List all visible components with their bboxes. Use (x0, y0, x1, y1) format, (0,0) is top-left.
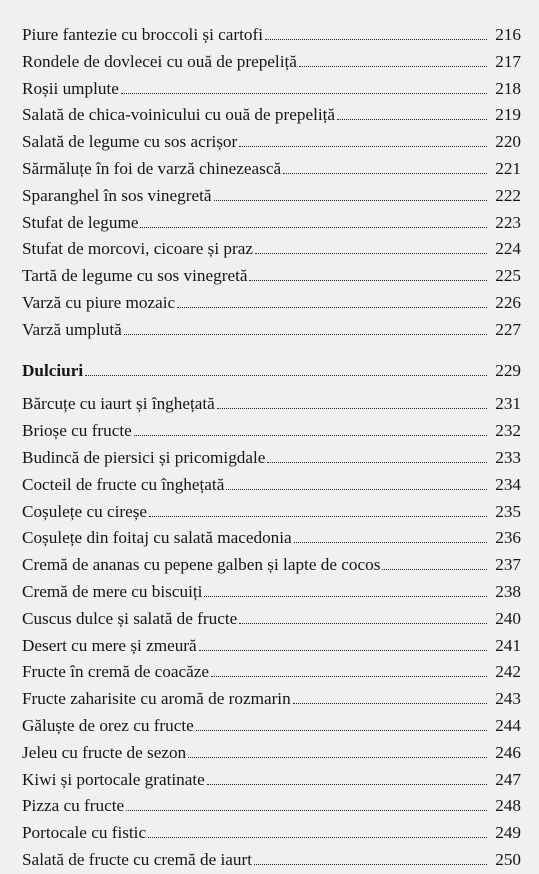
toc-entry-title: Brioșe cu fructe (22, 421, 132, 441)
dot-leader (177, 307, 487, 308)
dot-leader (211, 676, 487, 677)
toc-entry-title: Cremă de mere cu biscuiți (22, 581, 203, 601)
toc-entry-page: 235 (495, 501, 521, 521)
dot-leader (239, 146, 487, 147)
toc-entry (22, 633, 521, 660)
toc-entry-title: Cuscus dulce și salată de fructe (22, 608, 238, 628)
toc-entry-page: 247 (495, 769, 521, 789)
toc-entry (22, 606, 521, 633)
dot-leader (148, 837, 487, 838)
toc-entry-page: 219 (495, 105, 521, 125)
toc-entry-page: 216 (495, 25, 521, 44)
dot-leader (226, 489, 487, 490)
toc-entry-page: 221 (495, 158, 521, 178)
dot-leader (267, 462, 487, 463)
toc-entry-title: Roșii umplute (22, 78, 119, 98)
dot-leader (239, 623, 487, 624)
toc-entry-title: Sărmăluțe în foi de varză chinezească (22, 158, 282, 178)
toc-entry-title: Salată de chica-voinicului cu ouă de prepeliță (22, 105, 336, 125)
toc-entry (22, 686, 521, 713)
toc-entry (22, 713, 521, 740)
dot-leader (254, 864, 487, 865)
toc-entry-page: 238 (495, 581, 521, 601)
dot-leader (134, 435, 487, 436)
toc-entry (22, 740, 521, 767)
toc-entry-page: 225 (495, 266, 521, 286)
dot-leader (294, 542, 487, 543)
section-spacer (22, 344, 521, 358)
dot-leader (124, 334, 487, 335)
toc-entry (22, 22, 521, 49)
dot-leader (382, 569, 487, 570)
toc-entry (22, 49, 521, 76)
toc-entry-title: Salată de legume cu sos acrișor (22, 132, 238, 152)
toc-entry (22, 290, 521, 317)
toc-entry (22, 76, 521, 103)
dot-leader (196, 730, 487, 731)
section-spacer (22, 384, 521, 391)
toc-entry (22, 847, 521, 874)
toc-entry-page: 232 (495, 421, 521, 441)
dot-leader (199, 650, 487, 651)
toc-section-heading (22, 358, 521, 385)
dot-leader (149, 516, 487, 517)
toc-entry-title: Budincă de piersici și pricomigdale (22, 447, 266, 467)
toc-entry-title: Pizza cu fructe (22, 796, 125, 816)
toc-entry-title: Rondele de dovlecei cu ouă de prepeliță (22, 51, 297, 71)
toc-entry (22, 472, 521, 499)
toc-entry-title: Varză umplută (22, 319, 122, 339)
dot-leader (217, 408, 487, 409)
dot-leader (249, 280, 487, 281)
toc-entry-title: Stufat de morcovi, cicoare și praz (22, 239, 253, 259)
dot-leader (207, 784, 487, 785)
toc-entry-page: 243 (495, 689, 521, 709)
toc-entry-title: Kiwi și portocale gratinate (22, 769, 205, 789)
toc-entry-title: Tartă de legume cu sos vinegretă (22, 266, 248, 286)
toc-entry-title: Portocale cu fistic (22, 823, 147, 843)
toc-entry-page: 233 (495, 447, 521, 467)
toc-entry-page: 237 (495, 555, 521, 575)
toc-entry-page: 226 (495, 292, 521, 312)
toc-entry-page: 218 (495, 78, 521, 98)
toc-entry (22, 552, 521, 579)
toc-entry (22, 445, 521, 472)
toc-entry (22, 820, 521, 847)
toc-entry (22, 210, 521, 237)
toc-entry-page: 227 (495, 319, 521, 339)
dot-leader (283, 173, 487, 174)
toc-entry (22, 129, 521, 156)
toc-entry-title: Cocteil de fructe cu înghețată (22, 474, 225, 494)
toc-entry-page: 242 (495, 662, 521, 682)
toc-entry-title: Fructe în cremă de coacăze (22, 662, 210, 682)
toc-entry-page: 246 (495, 742, 521, 762)
toc-entry-title: Varză cu piure mozaic (22, 292, 176, 312)
toc-entry (22, 793, 521, 820)
toc-entry-title: Cremă de ananas cu pepene galben și lapte de cocos (22, 555, 381, 575)
toc-entry-page: 231 (495, 394, 521, 414)
toc-entry-page: 234 (495, 474, 521, 494)
toc-entry-title: Stufat de legume (22, 212, 139, 232)
dot-leader (299, 66, 487, 67)
section-page: 229 (495, 360, 521, 380)
toc-entry (22, 156, 521, 183)
dot-leader (121, 93, 487, 94)
toc-entry (22, 499, 521, 526)
toc-entry-page: 249 (495, 823, 521, 843)
toc-entry (22, 317, 521, 344)
toc-entry-title: Desert cu mere și zmeură (22, 635, 197, 655)
toc-entry (22, 102, 521, 129)
toc-entry (22, 767, 521, 794)
toc-entry-title: Piure fantezie cu broccoli și cartofi (22, 25, 263, 44)
dot-leader (293, 703, 487, 704)
dot-leader (85, 375, 487, 376)
table-of-contents (22, 22, 521, 874)
toc-entry-title: Salată de fructe cu cremă de iaurt (22, 849, 252, 869)
toc-entry-page: 241 (495, 635, 521, 655)
toc-entry (22, 183, 521, 210)
toc-entry (22, 391, 521, 418)
toc-entry (22, 263, 521, 290)
toc-entry-title: Bărcuțe cu iaurt și înghețată (22, 394, 215, 414)
toc-entry (22, 418, 521, 445)
toc-entry-title: Jeleu cu fructe de sezon (22, 742, 187, 762)
dot-leader (204, 596, 487, 597)
toc-entry-page: 236 (495, 528, 521, 548)
dot-leader (265, 39, 487, 40)
dot-leader (126, 810, 487, 811)
toc-entry-page: 240 (495, 608, 521, 628)
toc-entry-page: 224 (495, 239, 521, 259)
toc-entry-title: Coșulețe cu cireșe (22, 501, 148, 521)
dot-leader (337, 119, 487, 120)
toc-entry-page: 250 (495, 849, 521, 869)
toc-entry (22, 236, 521, 263)
toc-entry-title: Fructe zaharisite cu aromă de rozmarin (22, 689, 291, 709)
dot-leader (214, 200, 488, 201)
toc-entry-title: Găluște de orez cu fructe (22, 715, 194, 735)
toc-entry-page: 217 (495, 51, 521, 71)
toc-entry-page: 223 (495, 212, 521, 232)
dot-leader (140, 227, 487, 228)
toc-entry-page: 248 (495, 796, 521, 816)
toc-entry-page: 244 (495, 715, 521, 735)
toc-entry-page: 220 (495, 132, 521, 152)
dot-leader (188, 757, 487, 758)
toc-entry (22, 579, 521, 606)
section-title: Dulciuri (22, 360, 84, 380)
toc-entry (22, 659, 521, 686)
toc-entry-title: Coșulețe din foitaj cu salată macedonia (22, 528, 292, 548)
dot-leader (255, 253, 487, 254)
toc-entry (22, 525, 521, 552)
toc-entry-title: Sparanghel în sos vinegretă (22, 185, 212, 205)
toc-entry-page: 222 (495, 185, 521, 205)
